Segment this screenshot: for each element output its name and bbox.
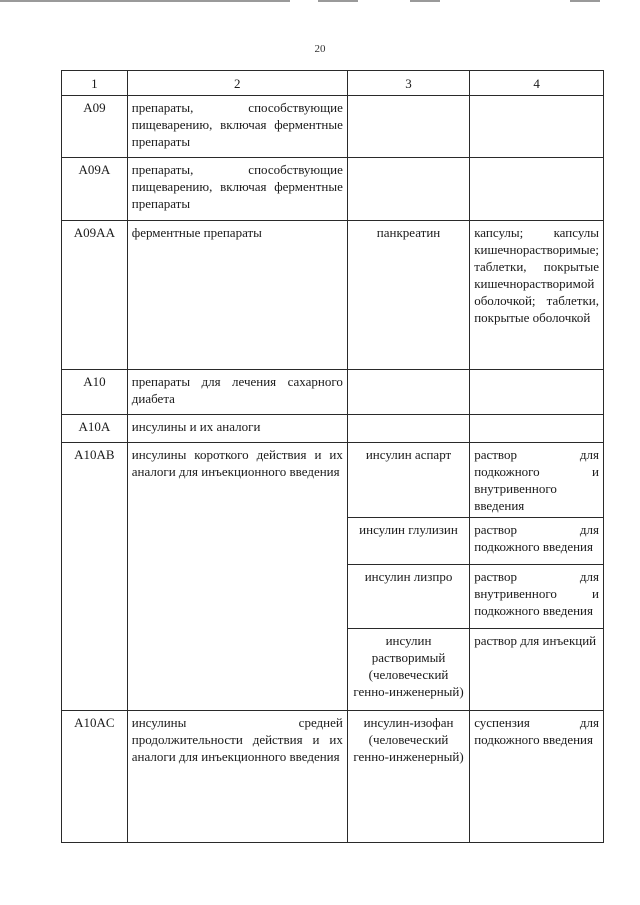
dosage-form (470, 370, 604, 415)
scan-artifact-line (410, 0, 440, 2)
dosage-form: раствор для подкожного введения (470, 518, 604, 565)
atc-code: A10AC (62, 711, 128, 843)
atc-group-name: ферментные препараты (127, 221, 347, 370)
dosage-form: капсулы; капсулы кишечнорастворимые; таблетки, покрытые кишечнорастворимой оболочкой; таблетки, покрытые оболочкой (470, 221, 604, 370)
drug-name: панкреатин (347, 221, 469, 370)
atc-code: A09A (62, 158, 128, 221)
atc-group-name: препараты, способствующие пищеварению, включая ферментные препараты (127, 158, 347, 221)
dosage-form: раствор для подкожного и внутривенного введения (470, 443, 604, 518)
column-header: 3 (347, 71, 469, 96)
table-row (62, 158, 604, 221)
page-number: 20 (314, 43, 326, 55)
drug-name (347, 158, 469, 221)
table-row (62, 221, 604, 370)
drug-name (347, 370, 469, 415)
column-header: 2 (127, 71, 347, 96)
table-row (62, 96, 604, 158)
drug-name: инсулин-изофан (человеческий генно-инженерный) (347, 711, 469, 843)
drug-name: инсулин аспарт (347, 443, 469, 518)
atc-group-name: препараты для лечения сахарного диабета (127, 370, 347, 415)
atc-code: A09AA (62, 221, 128, 370)
column-header: 1 (62, 71, 128, 96)
drug-name: инсулин растворимый (человеческий генно-инженерный) (347, 629, 469, 711)
scan-artifact-line (0, 0, 290, 2)
atc-group-name: инсулины и их аналоги (127, 415, 347, 443)
drug-list-table (61, 70, 604, 843)
table-row (62, 415, 604, 443)
dosage-form (470, 158, 604, 221)
dosage-form (470, 96, 604, 158)
atc-group-name: препараты, способствующие пищеварению, включая ферментные препараты (127, 96, 347, 158)
column-header: 4 (470, 71, 604, 96)
table-row (62, 711, 604, 843)
table-row (62, 443, 604, 518)
dosage-form: раствор для внутривенного и подкожного введения (470, 565, 604, 629)
atc-group-name: инсулины средней продолжительности действия и их аналоги для инъекционного введения (127, 711, 347, 843)
atc-code: A10A (62, 415, 128, 443)
atc-group-name: инсулины короткого действия и их аналоги для инъекционного введения (127, 443, 347, 711)
drug-name: инсулин глулизин (347, 518, 469, 565)
drug-name (347, 415, 469, 443)
drug-name (347, 96, 469, 158)
dosage-form (470, 415, 604, 443)
atc-code: A10AB (62, 443, 128, 711)
atc-code: A09 (62, 96, 128, 158)
scan-artifact-line (318, 0, 358, 2)
table-row (62, 370, 604, 415)
dosage-form: суспензия для подкожного введения (470, 711, 604, 843)
atc-code: A10 (62, 370, 128, 415)
dosage-form: раствор для инъекций (470, 629, 604, 711)
scan-artifact-line (570, 0, 600, 2)
table-header-row (62, 71, 604, 96)
drug-name: инсулин лизпро (347, 565, 469, 629)
